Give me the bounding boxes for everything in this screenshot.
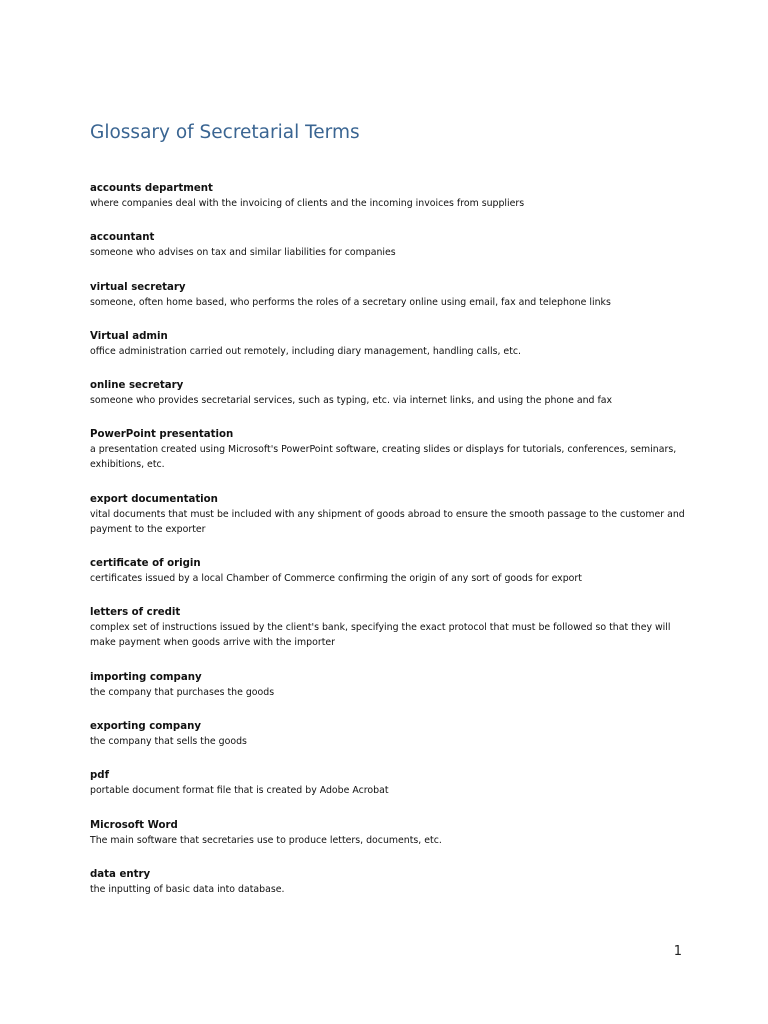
glossary-entry [90, 556, 690, 586]
glossary-term: Virtual admin [90, 330, 168, 342]
page-number: 1 [673, 944, 682, 959]
glossary-term: accountant [90, 232, 155, 244]
glossary-definition: someone, often home based, who performs the roles of a secretary online using email, fax and telephone links [90, 296, 611, 308]
glossary-definition: where companies deal with the invoicing of clients and the incoming invoices from suppliers [90, 198, 525, 209]
glossary-list [90, 181, 690, 916]
glossary-definition: certificates issued by a local Chamber of Commerce confirming the origin of any sort of goods for export [90, 573, 582, 585]
glossary-entry [90, 719, 690, 749]
glossary-term: export documentation [90, 493, 218, 505]
glossary-entry [90, 605, 690, 650]
glossary-entry [90, 768, 690, 798]
glossary-term: importing company [90, 671, 202, 683]
glossary-entry [90, 181, 690, 211]
glossary-entry [90, 818, 690, 848]
glossary-term: virtual secretary [90, 281, 186, 293]
glossary-definition: The main software that secretaries use to produce letters, documents, etc. [90, 834, 442, 846]
glossary-term: pdf [90, 770, 110, 782]
glossary-term: online secretary [90, 380, 184, 392]
glossary-term: exporting company [90, 720, 201, 732]
glossary-term: PowerPoint presentation [90, 429, 234, 441]
glossary-entry [90, 670, 690, 700]
glossary-definition: someone who advises on tax and similar liabilities for companies [90, 247, 396, 259]
glossary-definition: a presentation created using Microsoft's PowerPoint software, creating slides or displays for tutorials, conferences, seminars, exhibitions, etc. [90, 444, 677, 471]
glossary-entry [90, 427, 690, 472]
glossary-term: data entry [90, 868, 151, 880]
glossary-definition: the inputting of basic data into database. [90, 883, 285, 895]
glossary-definition: portable document format file that is created by Adobe Acrobat [90, 785, 389, 797]
glossary-definition: the company that purchases the goods [90, 686, 275, 698]
glossary-term: certificate of origin [90, 558, 201, 570]
glossary-entry [90, 230, 690, 260]
glossary-definition: the company that sells the goods [90, 735, 247, 747]
glossary-definition: office administration carried out remotely, including diary management, handling calls, etc. [90, 345, 522, 357]
glossary-definition: vital documents that must be included with any shipment of goods abroad to ensure the smooth passage to the customer and payment to the exporter [90, 508, 685, 535]
glossary-term: letters of credit [90, 607, 181, 619]
glossary-entry [90, 867, 690, 897]
glossary-entry [90, 280, 690, 310]
glossary-term: Microsoft Word [90, 819, 178, 831]
glossary-definition: someone who provides secretarial services, such as typing, etc. via internet links, and using the phone and fax [90, 395, 613, 407]
document-title: Glossary of Secretarial Terms [90, 122, 360, 143]
glossary-entry [90, 378, 690, 408]
glossary-entry [90, 329, 690, 359]
glossary-entry [90, 492, 690, 537]
glossary-term: accounts department [90, 183, 213, 194]
glossary-definition: complex set of instructions issued by the client's bank, specifying the exact protocol that must be followed so that they will make payment when goods arrive with the importer [90, 622, 671, 649]
